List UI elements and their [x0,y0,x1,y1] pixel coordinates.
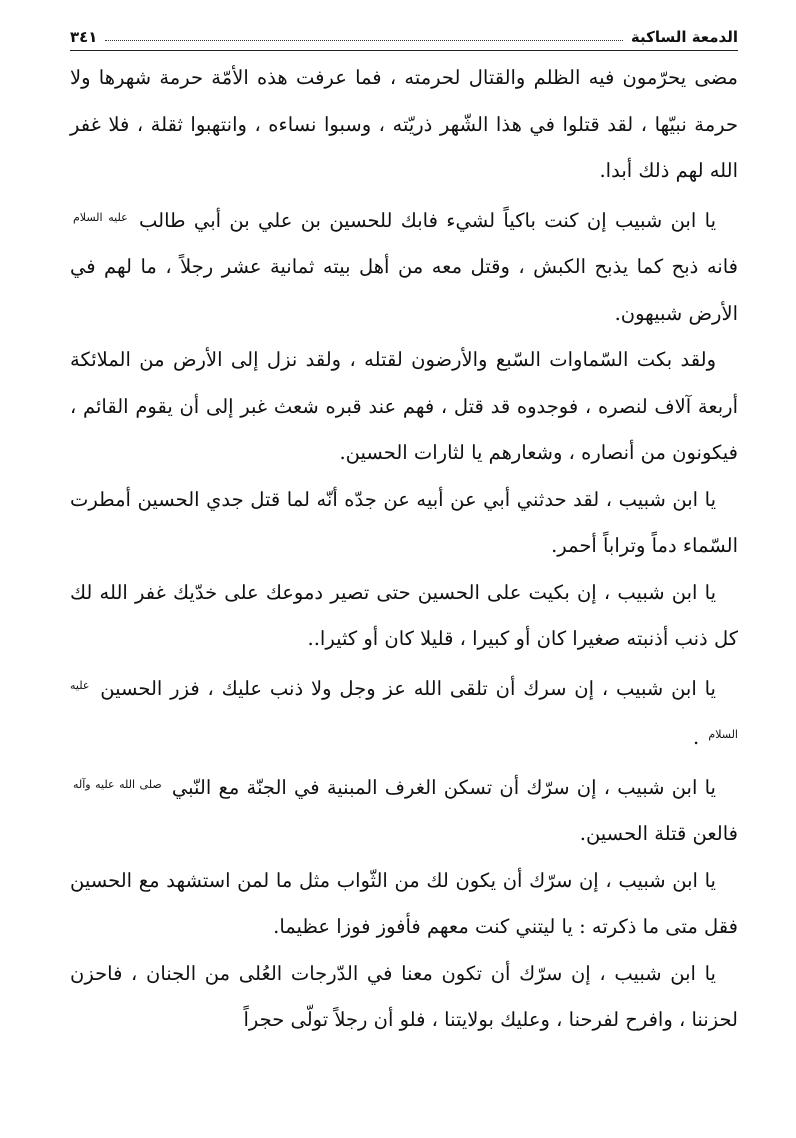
paragraph-text: يا ابن شبيب ، إن بكيت على الحسين حتى تصير دموعك على خدّيك غفر الله لك كل ذنب أذنبته صغيرا كان أو كبيرا ، قليلا كان أو كثيرا.. [70,580,738,650]
honorific-symbol: صلى الله عليه وآله [73,777,162,791]
page-body [70,55,738,1044]
dotted-leader [105,40,622,41]
paragraph-text: فانه ذبح كما يذبح الكبش ، وقتل معه من أهل بيته ثمانية عشر رجلاً ، ما لهم في الأرض شبيهون. [70,255,738,325]
running-header [70,20,738,51]
paragraph-text: يا ابن شبيب إن كنت باكياً لشيء فابك للحسين بن علي بن أبي طالب [139,208,717,232]
paragraph-8 [70,858,738,951]
paragraph-6 [70,663,738,762]
honorific-symbol: عليه السلام [70,678,738,741]
paragraph-4 [70,477,738,570]
paragraph-text: فالعن قتلة الحسين. [579,822,738,845]
paragraph-text: يا ابن شبيب ، إن سرك أن تلقى الله عز وجل ولا ذنب عليك ، فزر الحسين [100,676,716,700]
page-number: ٣٤١ [70,28,98,46]
book-title: الدمعة الساكبة [630,28,738,46]
paragraph-7 [70,762,738,858]
paragraph-text: ولقد بكت السّماوات السّبع والأرضون لقتله ، ولقد نزل إلى الأرض من الملائكة أربعة آلاف لنصره ، فوجدوه قد قتل ، فهم عند قبره شعث غبر إلى أن يقوم القائم ، فيكونون من أنصاره ، وشعارهم يا لثارات الحسين. [70,348,738,464]
paragraph-2 [70,195,738,338]
paragraph-text: يا ابن شبيب ، لقد حدثني أبي عن أبيه عن جدّه أنّه لما قتل جدي الحسين أمطرت السّماء دماً وتراباً أحمر. [70,487,738,557]
paragraph-text: يا ابن شبيب ، إن سرّك أن تكون معنا في الدّرجات العُلى من الجنان ، فاحزن لحزننا ، وافرح لفرحنا ، وعليك بولايتنا ، فلو أن رجلاً تولّى حجراً [70,961,738,1031]
paragraph-text: . [692,726,700,749]
paragraph-1 [70,55,738,195]
paragraph-3 [70,337,738,477]
honorific-symbol: عليه السلام [73,210,128,224]
paragraph-9 [70,951,738,1044]
paragraph-text: يا ابن شبيب ، إن سرّك أن يكون لك من الثّواب مثل ما لمن استشهد مع الحسين فقل متى ما ذكرته : يا ليتني كنت معهم فأفوز فوزا عظيما. [70,868,738,938]
paragraph-text: يا ابن شبيب ، إن سرّك أن تسكن الغرف المبنية في الجنّة مع النّبي [171,775,716,799]
book-page [70,20,738,1044]
paragraph-5 [70,570,738,663]
paragraph-text: مضى يحرّمون فيه الظلم والقتال لحرمته ، فما عرفت هذه الأمّة حرمة شهرها ولا حرمة نبيّها ، لقد قتلوا في هذا الشّهر ذريّته ، وسبوا نساءه ، وانتهبوا ثقلة ، فلا غفر الله لهم ذلك أبدا. [70,66,738,182]
